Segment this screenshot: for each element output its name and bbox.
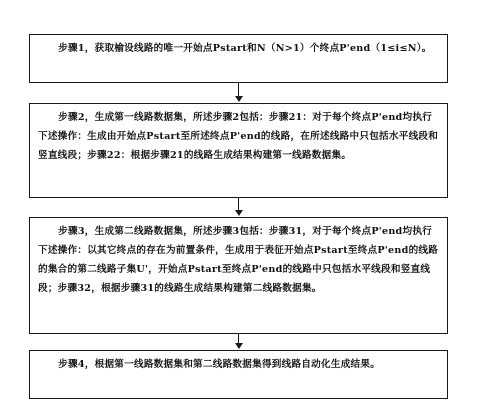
step-4-text: 步骤4，根据第一线路数据集和第二线路数据集得到线路自动化生成结果。: [58, 359, 381, 370]
arrow-step2-to-step3: [238, 198, 240, 217]
step-3-box: [29, 217, 448, 334]
step-2-text: 步骤2，生成第一线路数据集，所述步骤2包括：步骤21：对于每个终点P'end均执行下述操作：生成由开始点Pstart至所述终点P'end的线路，在所述线路中只包括水平线段和竖直线段；步骤22：根据步骤21的线路生成结果构建第一线路数据集。: [38, 112, 439, 161]
arrow-shaft: [238, 83, 239, 97]
arrow-step1-to-step2: [238, 83, 240, 103]
step-3-text: 步骤3，生成第二线路数据集，所述步骤3包括：步骤31，对于每个终点P'end均执行下述操作：以其它终点的存在为前置条件，生成用于表征开始点Pstart至终点P'end的线路的集合的第二线路子集U'，开始点Pstart至终点P'end的线路中只包括水平线段和竖直线段；步骤32，根据步骤31的线路生成结果构建第二线路数据集。: [38, 226, 439, 294]
arrow-head-down-icon: [235, 343, 243, 349]
step-1-text: 步骤1，获取榆设线路的唯一开始点Pstart和N（N>1）个终点P'end（1≤i≤N）。: [58, 43, 432, 54]
step-1-box: [29, 34, 448, 83]
step-2-box: [29, 103, 448, 198]
arrow-head-down-icon: [235, 210, 243, 216]
step-4-box: [29, 350, 448, 399]
arrow-step3-to-step4: [238, 334, 240, 350]
arrow-head-down-icon: [235, 96, 243, 102]
